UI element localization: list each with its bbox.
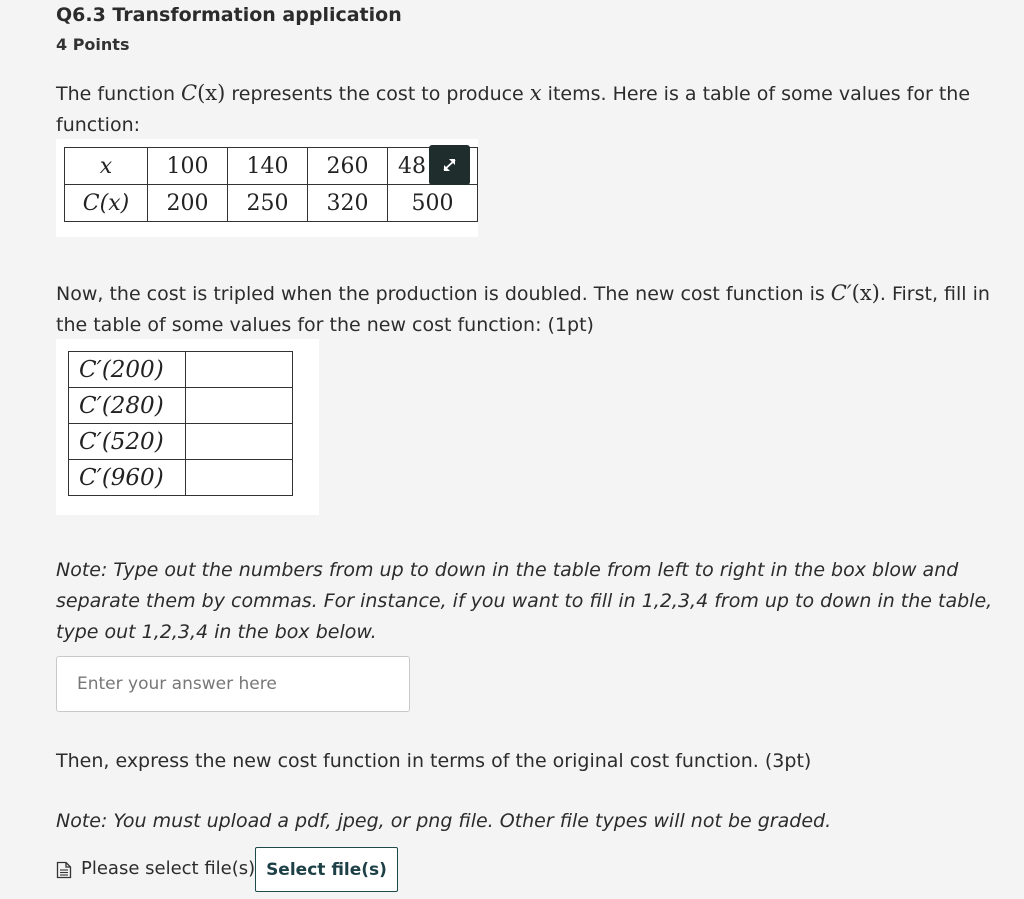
table-row — [69, 388, 293, 424]
question-title: Q6.3 Transformation application — [56, 4, 402, 26]
cost-table-image — [56, 139, 478, 237]
table-cell-empty — [186, 460, 293, 496]
table-cell-label: C′(200) — [69, 352, 186, 388]
new-cost-table-image — [56, 339, 319, 515]
table-cell: 500 — [388, 185, 478, 222]
table-row-header-cx: C(x) — [65, 185, 148, 222]
expand-image-button[interactable] — [429, 145, 470, 185]
select-files-button[interactable]: Select file(s) — [255, 847, 398, 892]
new-function-paragraph: Now, the cost is tripled when the production is doubled. The new cost function is C′(x). First, fill in the table of some values for the new cost function: (1pt) — [56, 281, 990, 336]
table-cell-label: C′(960) — [69, 460, 186, 496]
table-cell: 48 — [388, 148, 478, 185]
table-cell: 100 — [148, 148, 228, 185]
file-icon — [56, 861, 72, 879]
question-points: 4 Points — [56, 35, 130, 54]
table-cell: 140 — [228, 148, 308, 185]
upload-note: Note: You must upload a pdf, jpeg, or png file. Other file types will not be graded. — [56, 810, 832, 832]
expand-icon — [439, 155, 460, 175]
table-row — [69, 424, 293, 460]
table-cell-label: C′(280) — [69, 388, 186, 424]
instructions-note: Note: Type out the numbers from up to down in the table from left to right in the box blow and separate them by commas. For instance, if you want to fill in 1,2,3,4 from up to down in the table, type out 1,2,3,4 in the box below. — [56, 559, 993, 643]
math-new-cost-function: C′(x) — [830, 281, 880, 305]
table-cell: 320 — [308, 185, 388, 222]
math-variable-x: x — [529, 81, 542, 105]
table-row — [69, 460, 293, 496]
table-cell-empty — [186, 352, 293, 388]
table-row-header-x: x — [65, 148, 148, 185]
new-cost-values-table — [68, 351, 293, 496]
table-cell: 250 — [228, 185, 308, 222]
table-row — [69, 352, 293, 388]
table-cell-empty — [186, 424, 293, 460]
cost-values-table — [64, 147, 478, 222]
express-paragraph: Then, express the new cost function in terms of the original cost function. (3pt) — [56, 750, 812, 772]
table-cell-label: C′(520) — [69, 424, 186, 460]
table-cell: 260 — [308, 148, 388, 185]
file-select-label: Please select file(s) — [81, 858, 256, 879]
table-cell: 200 — [148, 185, 228, 222]
file-upload-row — [56, 847, 456, 893]
table-row — [65, 148, 478, 185]
answer-input[interactable] — [56, 656, 410, 712]
table-row — [65, 185, 478, 222]
intro-paragraph: The function C(x) represents the cost to produce x items. Here is a table of some values for the function: — [56, 81, 971, 136]
table-cell-empty — [186, 388, 293, 424]
math-cost-function: C(x) — [181, 81, 226, 105]
